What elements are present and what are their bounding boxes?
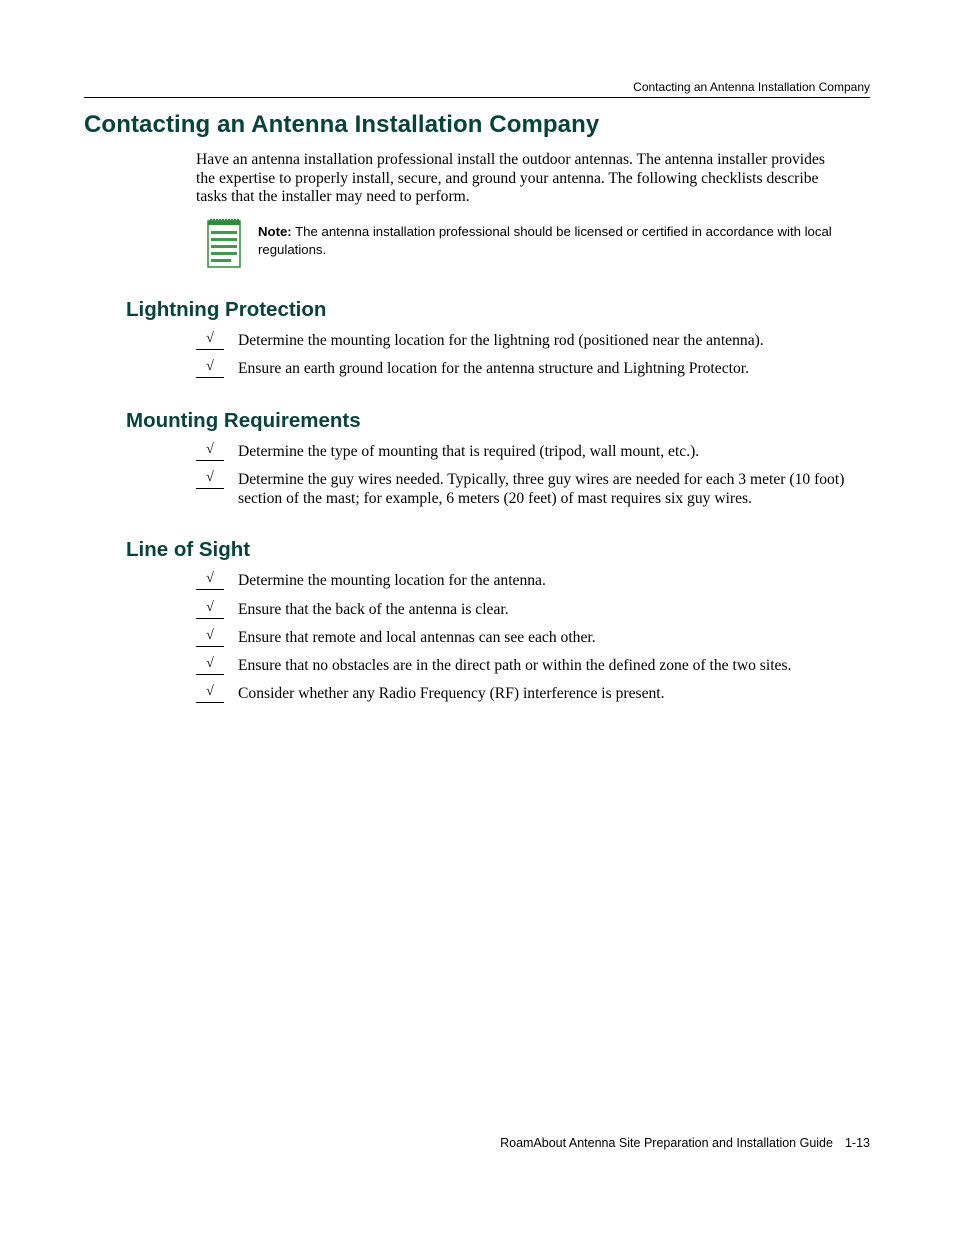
notepad-icon — [205, 217, 243, 269]
page-footer — [500, 1136, 870, 1150]
list-item-text: Ensure that no obstacles are in the direct path or within the defined zone of the two sites. — [238, 657, 792, 674]
running-header: Contacting an Antenna Installation Company — [633, 80, 870, 94]
intro-paragraph: Have an antenna installation professional install the outdoor antennas. The antenna installer provides the expertise to properly install, secure, and ground your antenna. The following checklists describe tasks that the installer may need to perform. — [196, 151, 825, 206]
header-rule — [84, 97, 870, 98]
heading-lightning-protection: Lightning Protection — [126, 298, 327, 321]
checkmark-icon: √ — [196, 656, 224, 675]
heading-mounting-requirements: Mounting Requirements — [126, 409, 361, 432]
note-label: Note: — [258, 224, 292, 239]
page-number: 1-13 — [844, 1136, 870, 1150]
list-item-text: Consider whether any Radio Frequency (RF) interference is present. — [238, 685, 665, 702]
section-title: Contacting an Antenna Installation Company — [84, 111, 600, 138]
list-item-text: Determine the guy wires needed. Typically, three guy wires are needed for each 3 meter (10 foot) section of the mast; for example, 6 meters (20 feet) of mast requires six guy wires. — [238, 471, 845, 508]
footer-guide-title: RoamAbout Antenna Site Preparation and Installation Guide — [500, 1136, 833, 1150]
checkmark-icon: √ — [196, 571, 224, 590]
checkmark-icon: √ — [196, 470, 224, 489]
checkmark-icon: √ — [196, 628, 224, 647]
note-text — [258, 223, 873, 258]
list-item-text: Determine the type of mounting that is required (tripod, wall mount, etc.). — [238, 443, 700, 460]
list-item-text: Ensure that remote and local antennas can see each other. — [238, 629, 596, 646]
checkmark-icon: √ — [196, 600, 224, 619]
checkmark-icon: √ — [196, 359, 224, 378]
checkmark-icon: √ — [196, 684, 224, 703]
list-item-text: Determine the mounting location for the antenna. — [238, 572, 546, 589]
checkmark-icon: √ — [196, 331, 224, 350]
list-item-text: Ensure an earth ground location for the antenna structure and Lightning Protector. — [238, 360, 749, 377]
heading-line-of-sight: Line of Sight — [126, 538, 251, 561]
list-item-text: Determine the mounting location for the lightning rod (positioned near the antenna). — [238, 332, 764, 349]
checkmark-icon: √ — [196, 442, 224, 461]
list-item-text: Ensure that the back of the antenna is clear. — [238, 601, 509, 618]
note-body: The antenna installation professional should be licensed or certified in accordance with local regulations. — [258, 224, 832, 257]
